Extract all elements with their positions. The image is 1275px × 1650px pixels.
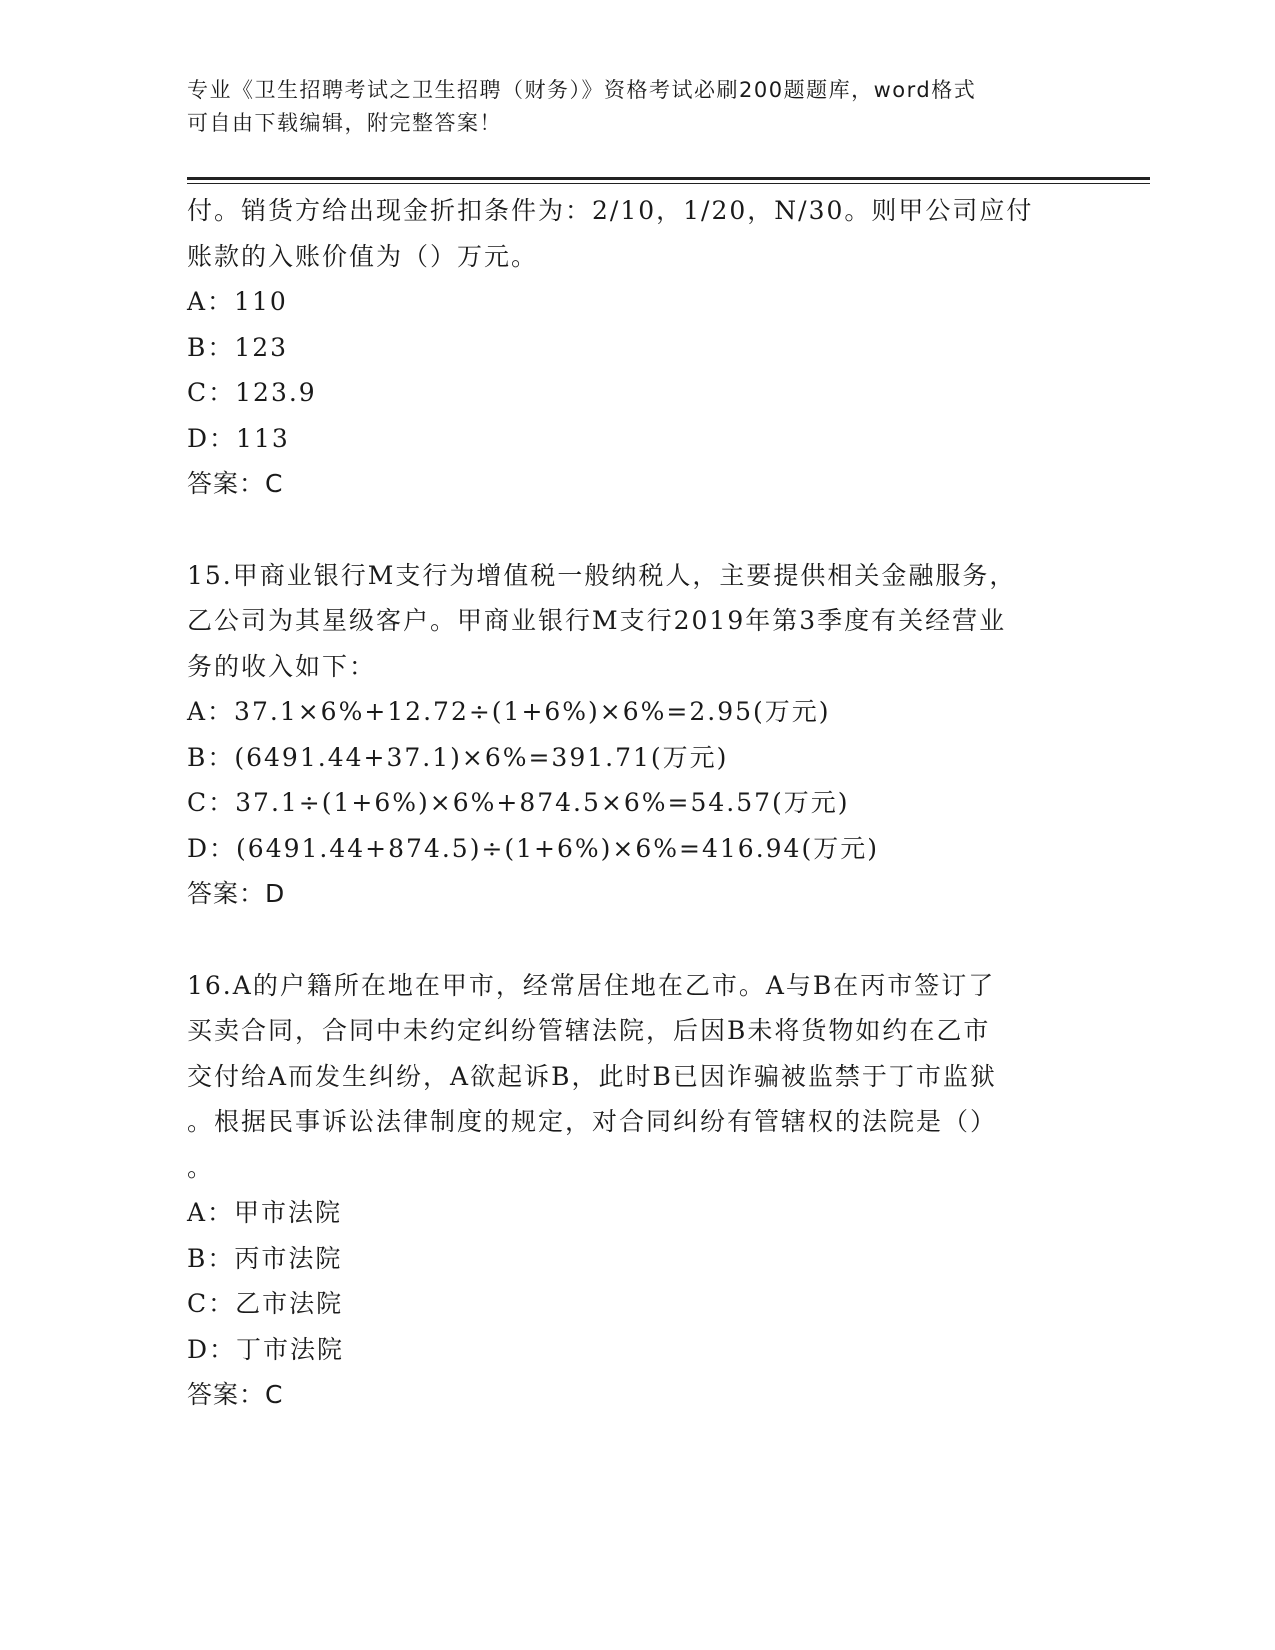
answer-line: 答案：D: [187, 879, 286, 908]
question-stem-line: 16.A的户籍所在地在甲市，经常居住地在乙市。A与B在丙市签订了: [187, 970, 996, 1000]
question-stem-line: 。: [187, 1152, 215, 1182]
option-b: B：123: [187, 332, 289, 362]
question-stem-line: 乙公司为其星级客户。甲商业银行M支行2019年第3季度有关经营业: [187, 606, 1007, 635]
question-spacer: [187, 507, 1087, 553]
question-stem-line: 15.甲商业银行M支行为增值税一般纳税人，主要提供相关金融服务，: [187, 560, 1017, 590]
option-d: D：(6491.44+874.5)÷(1+6%)×6%=416.94(万元): [187, 833, 879, 863]
option-a: A：甲市法院: [187, 1198, 343, 1227]
option-d: D：丁市法院: [187, 1334, 345, 1364]
header-title-line-2: 可自由下载编辑，附完整答案！: [187, 111, 502, 135]
option-c: C：37.1÷(1+6%)×6%+874.5×6%=54.57(万元): [187, 788, 850, 817]
answer-line: 答案：C: [187, 1380, 284, 1409]
answer-line: 答案：C: [187, 469, 284, 498]
header-rule-thick: [187, 177, 1150, 180]
option-c: C：123.9: [187, 378, 317, 407]
question-15: [187, 553, 1087, 917]
question-list: [187, 188, 1087, 1418]
document-header: [187, 74, 1067, 140]
option-b: B：(6491.44+37.1)×6%=391.71(万元): [187, 742, 729, 772]
question-stem-line: 买卖合同，合同中未约定纠纷管辖法院，后因B未将货物如约在乙市: [187, 1016, 991, 1045]
question-stem-line: 付。销货方给出现金折扣条件为：2/10，1/20，N/30。则甲公司应付: [187, 196, 1034, 225]
question-stem-line: 交付给A而发生纠纷，A欲起诉B，此时B已因诈骗被监禁于丁市监狱: [187, 1061, 997, 1091]
question-spacer: [187, 917, 1087, 963]
question-stem-line: 账款的入账价值为（）万元。: [187, 241, 539, 271]
option-c: C：乙市法院: [187, 1289, 344, 1318]
header-title-line-1: 专业《卫生招聘考试之卫生招聘（财务）》资格考试必刷200题题库，word格式: [187, 78, 977, 102]
option-d: D：113: [187, 423, 290, 453]
option-b: B：丙市法院: [187, 1243, 343, 1273]
option-a: A：110: [187, 287, 288, 316]
question-14: [187, 188, 1087, 507]
header-rule-thin: [187, 183, 1150, 184]
option-a: A：37.1×6%+12.72÷(1+6%)×6%=2.95(万元): [187, 697, 831, 726]
question-16: [187, 963, 1087, 1418]
question-stem-line: 务的收入如下：: [187, 651, 377, 681]
question-stem-line: 。根据民事诉讼法律制度的规定，对合同纠纷有管辖权的法院是（）: [187, 1107, 998, 1136]
